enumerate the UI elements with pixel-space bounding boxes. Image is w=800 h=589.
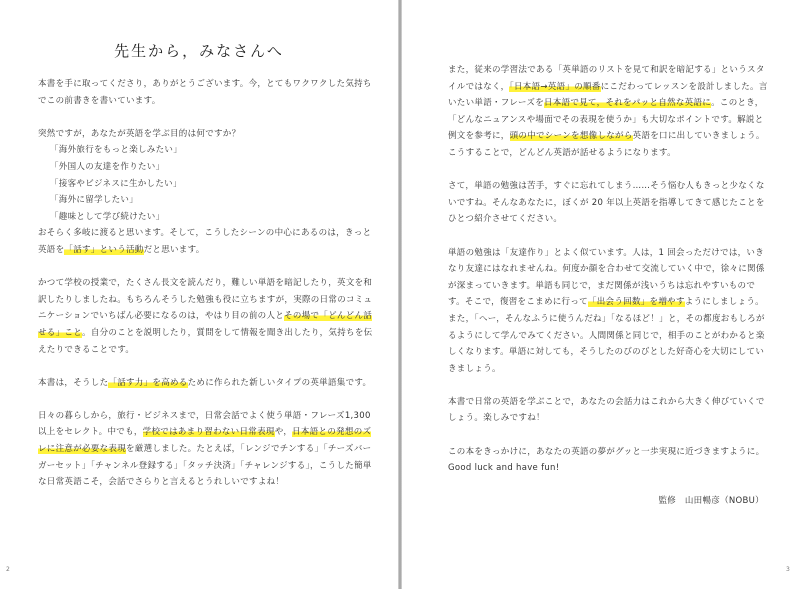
- highlighted-text: 頭の中でシーンを想像しながら: [509, 131, 633, 142]
- closing-line: Good luck and have fun!: [448, 463, 560, 474]
- highlighted-text: 「話す力」を高める: [108, 377, 188, 388]
- paragraph-growth: 本書で日常の英語を学ぶことで，あなたの会話力はこれから大きく伸びていくでしょう。楽しみですね！: [448, 396, 765, 424]
- text: 本書は，そうした: [38, 377, 109, 388]
- purpose-item: 「海外旅行をもっと楽しみたい」: [50, 145, 183, 156]
- paragraph-friendship: [448, 245, 770, 378]
- page-title: 先生から，みなさんへ: [114, 42, 284, 60]
- paragraph-method: [448, 62, 770, 162]
- text: 英語を口に出していきましょう。こうすることで，どんどん英語が話せるようになります。: [448, 131, 765, 158]
- text: また，従来の学習法である「英単語のリストを見て和訳を暗記する」というスタイルではなく，: [448, 65, 765, 92]
- paragraph-book-purpose: [38, 375, 373, 392]
- text: ために作られた新しいタイプの英単語集です。: [187, 377, 372, 388]
- paragraph-purpose: [38, 225, 373, 258]
- highlighted-text: 学校ではあまり習わない日常表現: [142, 427, 275, 438]
- highlighted-text: 日本語との発想のズレに注意が必要な表現: [38, 427, 372, 455]
- left-page-body: [38, 76, 373, 507]
- page-number: 2: [6, 566, 10, 573]
- text: おそらく多岐に渡ると思います。そして，こうしたシーンの中心にあるのは，きっと英語を: [38, 228, 372, 255]
- question-intro: 突然ですが，あなたが英語を学ぶ目的は何ですか？: [38, 128, 241, 139]
- text: 。このとき，「どんなニュアンスや場面でその表現を使うか」も大切なポイントです。解説と例文を参考に，: [448, 98, 764, 142]
- text: かつて学校の授業で，たくさん長文を読んだり，難しい単語を暗記したり，英文を和訳したりしましたね。もちろんそうした勉強も役に立ちますが，実際の日常のコミュニケーションでいちばん必要になるのは，やはり目の前の人と: [38, 278, 373, 322]
- purpose-item: 「接客やビジネスに生かしたい」: [50, 178, 182, 189]
- highlighted-text: その場で: [284, 311, 320, 322]
- purpose-item: 「海外に留学したい」: [50, 195, 139, 206]
- paragraph-forgetting: さて，単語の勉強は苦手，すぐに忘れてしまう……そう悩む人もきっと少なくないですね。そんなあなたに，ぼくが 20 年以上英語を指導してきて感じたことをひとつ紹介させてください。: [448, 181, 765, 225]
- text: にこだわってレッスンを設計しました。言いたい単語・フレーズを: [448, 81, 768, 109]
- highlighted-text: 「話す」という活動: [64, 244, 144, 255]
- purpose-item: 「外国人の友達を作りたい」: [50, 161, 165, 172]
- paragraph-dream: この本をきっかけに，あなたの英語の夢がグッと一歩実現に近づきますように。: [448, 446, 765, 457]
- paragraph-intro: 本書を手に取ってくださり，ありがとうございます。今，とてもワクワクした気持ちでこの前書きを書いています。: [38, 79, 372, 106]
- text: 単語の勉強は「友達作り」とよく似ています。人は，1 回会っただけでは，いきなり友達にはなれませんね。何度か顔を合わせて交流していく中で，徐々に関係が深まっていきます。単語も同じで，まだ関係が浅いうちは忘れやすいものです。そこで，復習をこまめに行って: [448, 247, 765, 308]
- highlighted-text: 日本語で見て，それをパッと自然な英語に: [544, 98, 712, 109]
- highlighted-text: 「どんどん話せる」こと: [38, 311, 373, 338]
- paragraph-school: [38, 275, 373, 358]
- highlighted-text: 「日本語→英語」の順番: [509, 81, 601, 92]
- text: ようにしましょう。また，「へー，そんなふうに使うんだね」「なるほど！」と，その都度おもしろがるようにして学んでみてください。人間関係と同じで，相手のことがわかると楽しくなります。単語に対しても，そうしたのびのびとした好奇心を大切にしていきましょう。: [448, 297, 765, 374]
- highlighted-text: 「出会う回数」を増やす: [587, 297, 685, 308]
- text: だと思います。: [143, 244, 205, 255]
- paragraph-selection: [38, 408, 373, 491]
- signature: 監修 山田暢彦（NOBU）: [658, 496, 764, 507]
- text: を厳選しました。たとえば，「レンジでチンする」「チーズバーガーセット」「チャンネル登録する」「タッチ決済」「チャレンジする」，こうした簡単な日常英語こそ，会話でさらりと言えるとうれしいですよね！: [38, 444, 372, 488]
- purpose-item: 「趣味として学び続けたい」: [50, 211, 165, 222]
- right-page-body: [448, 62, 770, 510]
- left-page: [0, 0, 398, 589]
- text: 。自分のことを説明したり，質問をして情報を聞き出したり，気持ちを伝えたりできることです。: [38, 327, 373, 355]
- text: や，: [274, 427, 293, 438]
- text: 日々の暮らしから，旅行・ビジネスまで，日常会話でよく使う単語・フレーズ1,300 以上をセレクト。中でも，: [38, 410, 371, 438]
- page-number: 3: [786, 566, 790, 573]
